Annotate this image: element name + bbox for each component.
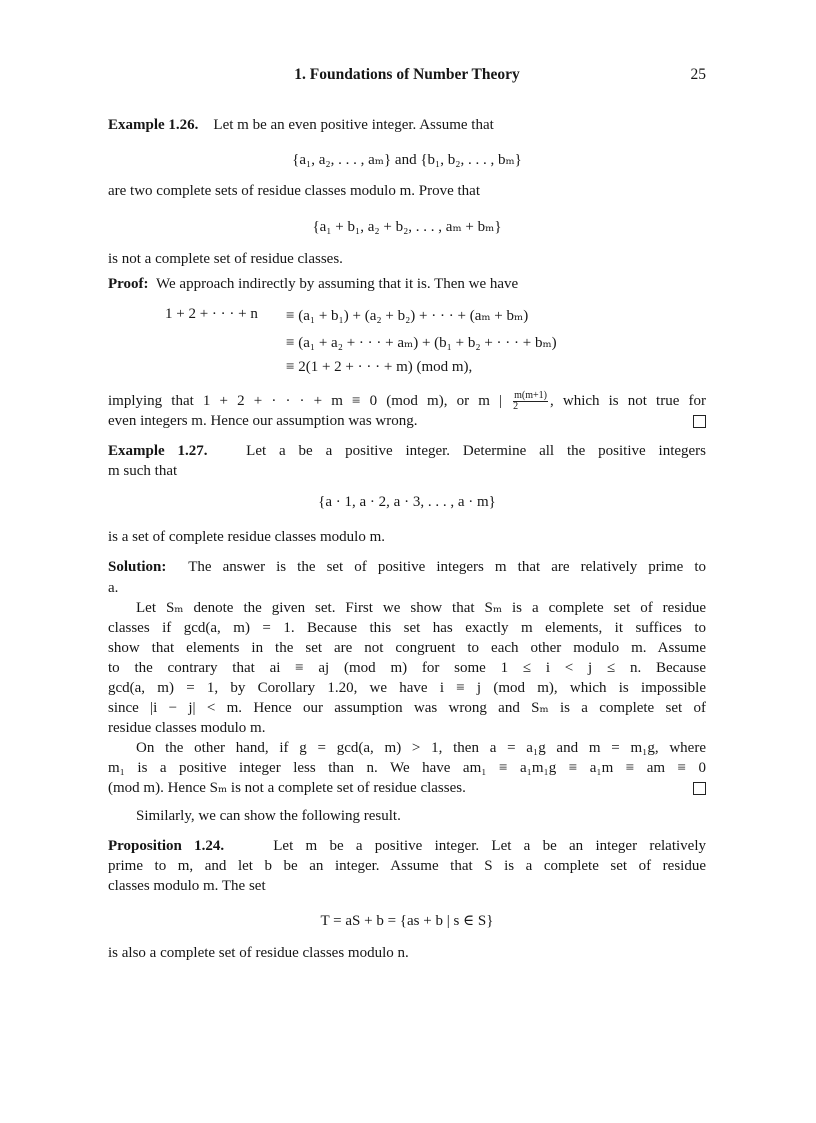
- example-126-line1: Let m be an even positive integer. Assume that: [213, 117, 494, 133]
- solution-line2: a.: [108, 580, 119, 596]
- proof-126-intro: [108, 274, 518, 294]
- proof-last-line: [108, 411, 706, 431]
- proposition-line3: classes modulo m. The set: [108, 878, 266, 894]
- example-126-statement: [108, 115, 494, 135]
- proof-equation-line-3: ≡ 2(1 + 2 + · · · + m) (mod m),: [286, 359, 473, 375]
- fraction-m-m-plus-1-over-2: [513, 391, 548, 412]
- qed-square-icon: [693, 781, 706, 801]
- solution-p2-line: to the contrary that ai ≡ aj (mod m) for some 1 ≤ i < j ≤ n. Because: [108, 660, 706, 676]
- proof-conclusion: even integers m. Hence our assumption was wrong.: [108, 413, 418, 429]
- proof-equation-line-1: ≡ (a₁ + b₁) + (a₂ + b₂) + · · · + (aₘ + bₘ): [286, 308, 529, 324]
- proof-implying-before: implying that 1 + 2 + · · · + m ≡ 0 (mod m), or m |: [108, 393, 502, 409]
- example-127-line1: [108, 441, 706, 461]
- running-header: [108, 66, 706, 88]
- fraction-numerator: m(m+1): [514, 390, 547, 402]
- proof-equation-lhs: 1 + 2 + · · · + n: [165, 306, 258, 322]
- example-127-display-set: {a · 1, a · 2, a · 3, . . . , a · m}: [318, 494, 496, 510]
- proposition-text1: Let m be a positive integer. Let a be an integer relatively: [273, 838, 706, 854]
- solution-p3-last-line: [108, 778, 706, 798]
- proposition-line2: prime to m, and let b be an integer. Assume that S is a complete set of residue: [108, 858, 706, 874]
- example-127-text1: Let a be a positive integer. Determine all the positive integers: [246, 443, 707, 459]
- proposition-display: T = aS + b = {as + b | s ∈ S}: [320, 913, 494, 929]
- proposition-line1: [108, 836, 706, 856]
- proof-implying-line: [108, 391, 706, 412]
- solution-label: Solution:: [108, 559, 167, 575]
- example-126-label: Example 1.26.: [108, 117, 199, 133]
- solution-p2-line: classes if gcd(a, m) = 1. Because this set has exactly m elements, it suffices to: [108, 620, 706, 636]
- solution-p3-text: (mod m). Hence Sₘ is not a complete set of residue classes.: [108, 780, 466, 796]
- proposition-label: Proposition 1.24.: [108, 838, 225, 854]
- example-127-line3: is a set of complete residue classes modulo m.: [108, 529, 386, 545]
- solution-p4: Similarly, we can show the following result.: [136, 808, 401, 824]
- solution-p3-line: On the other hand, if g = gcd(a, m) > 1, then a = a₁g and m = m₁g, where: [136, 740, 706, 756]
- solution-text1: The answer is the set of positive integers m that are relatively prime to: [188, 559, 706, 575]
- example-127-line2: m such that: [108, 463, 178, 479]
- solution-p2-line: show that elements in the set are not congruent to each other modulo m. Assume: [108, 640, 706, 656]
- proposition-line4: is also a complete set of residue classes modulo n.: [108, 945, 409, 961]
- fraction-denominator: 2: [513, 401, 519, 413]
- solution-p2-line: since |i − j| < m. Hence our assumption was wrong and Sₘ is a complete set of: [108, 700, 706, 716]
- example-126-line3: is not a complete set of residue classes.: [108, 251, 343, 267]
- proof-label: Proof:: [108, 276, 149, 292]
- example-126-line2: are two complete sets of residue classes modulo m. Prove that: [108, 183, 480, 199]
- example-126-display-sets: {a₁, a₂, . . . , aₘ} and {b₁, b₂, . . . , bₘ}: [292, 152, 522, 168]
- example-126-display-sum-set: {a₁ + b₁, a₂ + b₂, . . . , aₘ + bₘ}: [312, 219, 502, 235]
- solution-p3-line: m₁ is a positive integer less than n. We have am₁ ≡ a₁m₁g ≡ a₁m ≡ am ≡ 0: [108, 760, 706, 776]
- proof-implying-after: , which is not true for: [549, 393, 706, 409]
- proof-126-line1: We approach indirectly by assuming that it is. Then we have: [156, 276, 519, 292]
- solution-p2-line: residue classes modulo m.: [108, 720, 266, 736]
- qed-square-icon: [693, 414, 706, 434]
- page-number: 25: [690, 66, 706, 83]
- proof-equation-line-2: ≡ (a₁ + a₂ + · · · + aₘ) + (b₁ + b₂ + · · · + bₘ): [286, 335, 557, 351]
- solution-line1: [108, 557, 706, 577]
- running-title: 1. Foundations of Number Theory: [294, 66, 520, 83]
- solution-p2-line: Let Sₘ denote the given set. First we show that Sₘ is a complete set of residue: [136, 600, 706, 616]
- solution-p2-line: gcd(a, m) = 1, by Corollary 1.20, we have i ≡ j (mod m), which is impossible: [108, 680, 706, 696]
- example-127-label: Example 1.27.: [108, 443, 208, 459]
